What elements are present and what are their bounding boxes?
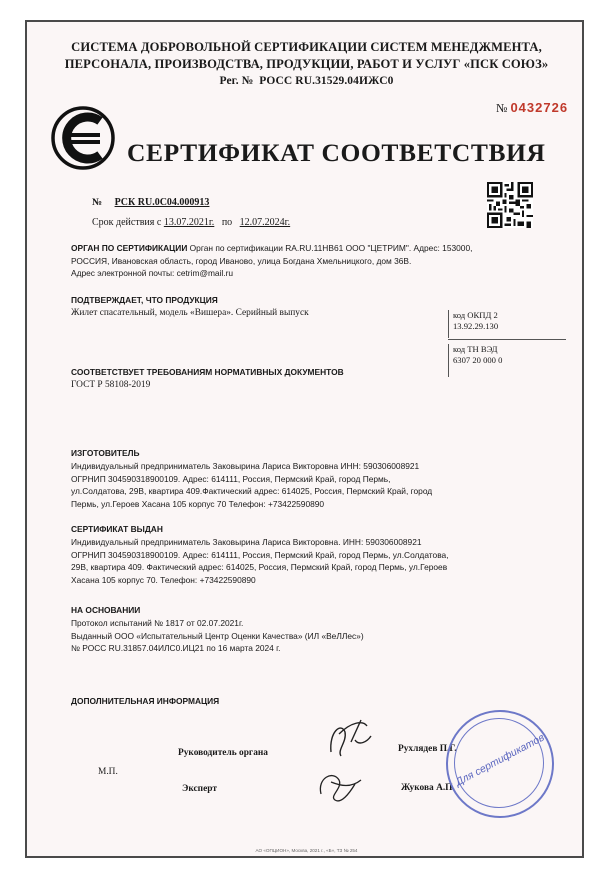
registration-number: РОСС RU.31529.04ИЖС0 bbox=[259, 75, 394, 87]
stamp-text: Для сертификатов bbox=[453, 731, 547, 789]
blank-number-label: № bbox=[496, 101, 508, 115]
valid-from: 13.07.2021г. bbox=[163, 217, 215, 228]
header-line-1: СИСТЕМА ДОБРОВОЛЬНОЙ СЕРТИФИКАЦИИ СИСТЕМ МЕНЕДЖМЕНТА, bbox=[71, 40, 542, 54]
certificate-number: РСК RU.0С04.000913 bbox=[114, 197, 210, 208]
okpd-code-box bbox=[448, 310, 533, 338]
blank-number bbox=[496, 100, 568, 116]
basis-text bbox=[71, 617, 571, 655]
expert-signature-icon bbox=[311, 764, 367, 806]
certificate-sheet bbox=[25, 20, 584, 858]
basis-label: НА ОСНОВАНИИ bbox=[71, 605, 141, 615]
valid-to-label: по bbox=[221, 217, 233, 228]
issued-line-4: Хасана 105 корпус 70. Телефон: +73422590890 bbox=[71, 575, 256, 586]
basis-line-3: № РОСС RU.31857.04ИЛС0.ИЦ21 по 16 марта 2024 г. bbox=[71, 643, 281, 654]
expert-label: Эксперт bbox=[182, 784, 217, 794]
basis-line-2: Выданный ООО «Испытательный Центр Оценки Качества» (ИЛ «ВеЛЛес») bbox=[71, 630, 364, 641]
expert-name: Жукова А.П. bbox=[401, 783, 455, 793]
tnved-value: 6307 20 000 0 bbox=[453, 355, 503, 365]
issued-text bbox=[71, 536, 571, 587]
certificate-number-line bbox=[92, 197, 209, 208]
norms-text: ГОСТ Р 58108-2019 bbox=[71, 380, 151, 390]
issued-label: СЕРТИФИКАТ ВЫДАН bbox=[71, 524, 163, 534]
header-line-2: ПЕРСОНАЛА, ПРОИЗВОДСТВА, ПРОДУКЦИИ, РАБОТ И УСЛУГ «ПСК СОЮЗ» bbox=[64, 57, 549, 71]
basis-line-1: Протокол испытаний № 1817 от 02.07.2021г. bbox=[71, 618, 244, 628]
organ-line-3: Адрес электронной почты: cetrim@mail.ru bbox=[71, 268, 234, 279]
tnved-label: код ТН ВЭД bbox=[453, 344, 498, 354]
registration-label: Рег. № bbox=[219, 75, 254, 87]
product-label: ПОДТВЕРЖДАЕТ, ЧТО ПРОДУКЦИЯ bbox=[71, 295, 218, 305]
additional-info-label: ДОПОЛНИТЕЛЬНАЯ ИНФОРМАЦИЯ bbox=[71, 696, 220, 706]
tnved-code-box bbox=[448, 344, 533, 377]
norms-label: СООТВЕТСТВУЕТ ТРЕБОВАНИЯМ НОРМАТИВНЫХ ДОКУМЕНТОВ bbox=[71, 367, 344, 377]
organ-label: ОРГАН ПО СЕРТИФИКАЦИИ bbox=[71, 243, 188, 253]
registration-line bbox=[27, 75, 586, 87]
organ-line-1 bbox=[71, 242, 571, 255]
issued-line-1: Индивидуальный предприниматель Заковырина Лариса Викторовна. ИНН: 590306008921 bbox=[71, 537, 422, 547]
head-of-organ-label: Руководитель органа bbox=[178, 748, 268, 758]
organ-stamp bbox=[446, 710, 554, 818]
seal-place-label: М.П. bbox=[98, 767, 118, 777]
head-of-organ-name: Рухлядев П.Г. bbox=[398, 744, 457, 754]
manufacturer-label: ИЗГОТОВИТЕЛЬ bbox=[71, 448, 140, 458]
okpd-value: 13.92.29.130 bbox=[453, 321, 499, 331]
pck-logo-icon bbox=[48, 105, 118, 171]
printer-footer: АО «ОПЦИОН», Москва, 2021 г., «Б», ТЗ № 254 bbox=[255, 848, 358, 853]
manufacturer-line-3: ул.Солдатова, 29В, квартира 409.Фактический адрес: 614025, Россия, Пермский Край, город bbox=[71, 486, 433, 497]
qr-code-icon bbox=[487, 182, 533, 228]
codes-divider bbox=[448, 339, 566, 340]
validity-label: Срок действия с bbox=[92, 217, 162, 228]
validity-line bbox=[92, 217, 290, 228]
head-signature-icon bbox=[311, 712, 381, 764]
blank-number-value: 0432726 bbox=[510, 100, 569, 115]
valid-to: 12.07.2024г. bbox=[239, 217, 291, 228]
okpd-label: код ОКПД 2 bbox=[453, 310, 498, 320]
organ-section bbox=[71, 242, 571, 280]
manufacturer-text bbox=[71, 460, 571, 511]
manufacturer-line-1: Индивидуальный предприниматель Заковырина Лариса Викторовна ИНН: 590306008921 bbox=[71, 461, 420, 471]
manufacturer-line-4: Пермь, ул.Героев Хасана 105 корпус 70 Телефон: +73422590890 bbox=[71, 499, 325, 510]
organ-line-2: РОССИЯ, Ивановская область, город Иваново, улица Богдана Хмельницкого, дом 36В. bbox=[71, 255, 412, 266]
certificate-title: СЕРТИФИКАТ СООТВЕТСТВИЯ bbox=[127, 138, 546, 167]
manufacturer-line-2: ОГРНИП 304590318900109. Адрес: 614111, Россия, Пермский Край, город Пермь, bbox=[71, 473, 391, 484]
issued-line-2: ОГРНИП 304590318900109. Адрес: 614111, Россия, Пермский Край, город Пермь, ул.Солдатова, bbox=[71, 549, 449, 560]
issued-line-3: 29В, квартира 409. Фактический адрес: 614025, Россия, Пермский Край, город Пермь, ул.Героев bbox=[71, 562, 448, 573]
organ-line-1-text: Орган по сертификации RA.RU.11НВ61 ООО "ЦЕТРИМ". Адрес: 153000, bbox=[189, 243, 473, 253]
certificate-number-label: № bbox=[92, 197, 103, 208]
product-text: Жилет спасательный, модель «Вишера». Серийный выпуск bbox=[71, 308, 309, 318]
